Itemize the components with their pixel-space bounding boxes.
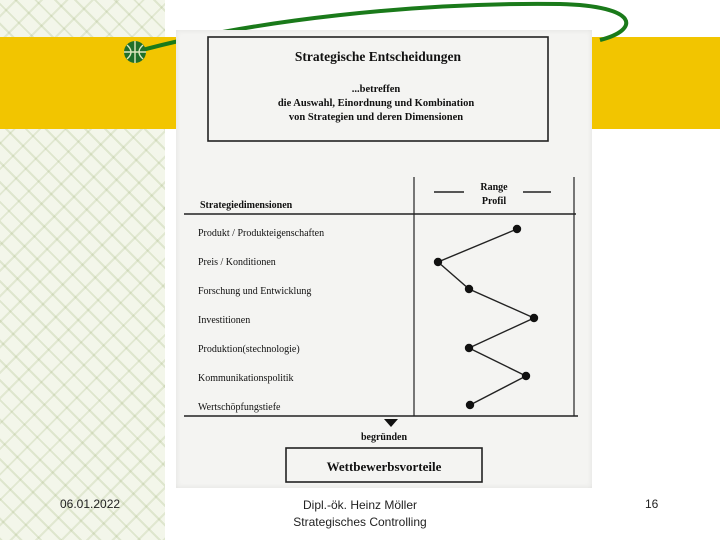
profile-point [513,225,521,233]
arrow-down-icon [384,419,398,427]
profile-line [438,229,534,405]
box-line-3: von Strategien und deren Dimensionen [288,112,464,123]
profile-point [522,372,530,380]
dimension-label: Wertschöpfungstiefe [198,402,281,413]
dimension-label: Preis / Konditionen [198,257,276,268]
page-number: 16 [645,497,659,511]
box-line-1: ...betreffen [351,84,401,95]
dimension-label: Forschung und Entwicklung [198,286,312,297]
footer-subject: Strategisches Controlling [293,515,427,529]
profile-point [466,401,474,409]
strategy-diagram [176,30,592,488]
footer-center [250,497,470,531]
profile-point [434,258,442,266]
scanned-figure [176,30,592,488]
dimension-label: Produkt / Produkteigenschaften [198,228,325,239]
result-label: Wettbewerbsvorteile [326,459,442,474]
box-line-2: die Auswahl, Einordnung und Kombination [277,98,475,109]
dimension-label: Investitionen [198,315,251,326]
dimension-label: Produktion(stechnologie) [198,344,300,355]
begruenden-label: begründen [360,432,408,443]
profile-point [530,314,538,322]
footer-author: Dipl.-ök. Heinz Möller [302,498,418,512]
profile-point [465,285,473,293]
profil-label: Profil [481,196,507,207]
profile-point [465,344,473,352]
footer-date: 06.01.2022 [60,497,121,511]
dimensions-header: Strategiedimensionen [200,200,293,211]
box-title: Strategische Entscheidungen [294,49,462,64]
globe-icon [124,41,146,63]
range-label: Range [480,182,508,193]
dimension-label: Kommunikationspolitik [198,373,294,384]
